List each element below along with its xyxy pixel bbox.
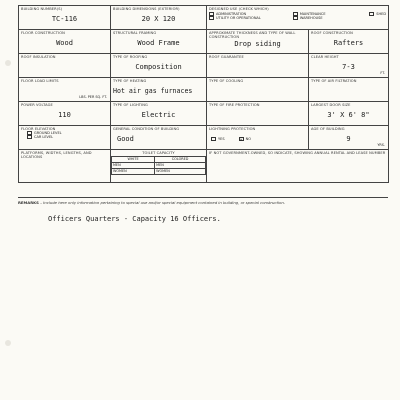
structural-framing-cell [111,30,207,54]
floor-load-unit: LBS. PER SQ. FT. [79,95,107,99]
checkbox-icon [209,16,214,20]
punch-hole [5,60,11,66]
lightning-label: LIGHTNING PROTECTION [209,127,256,131]
clear-height-label: CLEAR HEIGHT [311,55,339,59]
floor-construction-label: FLOOR CONSTRUCTION [21,31,65,35]
structural-framing-value: Wood Frame [137,39,180,48]
clear-height-value: 7-3 [342,63,355,72]
checkbox-label: ADMINISTRATION [216,12,247,17]
roof-construction-cell [309,30,389,54]
age-cell [309,126,389,150]
rental-label: IF NOT GOVERNMENT-OWNED, SO INDICATE, SHOWING ANNUAL RENTAL AND LEASE NUMBER [209,151,386,155]
lighting-value: Electric [141,111,176,120]
floor-elevation-cell [19,126,111,150]
toilet-women-white: WOMEN [112,169,155,175]
power-voltage-label: POWER VOLTAGE [21,103,53,107]
roof-guarantee-label: ROOF GUARANTEE [209,55,244,59]
toilet-capacity-label: TOILET CAPACITY [142,151,175,155]
roof-insulation-label: ROOF INSULATION [21,55,56,59]
remarks-label: REMARKS [18,200,39,205]
toilet-women-colored: WOMEN [155,169,206,175]
checkbox-label: YES [218,137,225,142]
condition-value: Good [117,135,134,144]
building-numbers-label: BUILDING NUMBER(S) [21,7,63,11]
heating-cell [111,78,207,102]
remarks-note: REMARKS – Include here only information pertaining to special use and/or special equipment contained in building, or special construction. [18,200,285,205]
checkbox-lightning-yes [211,137,225,141]
power-voltage-cell [19,102,111,126]
designed-use-label: DESIGNED USE (CHECK WHICH) [209,7,269,11]
platforms-cell [19,150,111,183]
checkbox-label: SHED [376,12,387,16]
checkbox-icon [293,16,298,20]
remarks-text: Officers Quarters - Capacity 16 Officers. [48,215,221,223]
door-size-value: 3' X 6' 8" [327,111,370,120]
roofing-value: Composition [135,63,182,72]
dimensions-value: 20 X 120 [141,15,176,24]
toilet-men-colored: MEN [155,163,206,169]
floor-construction-cell [19,30,111,54]
checkbox-label: MAINTENANCE [299,12,326,17]
designed-use-cell [207,6,389,30]
toilet-colored-header: COLORED [155,157,206,163]
roofing-cell [111,54,207,78]
form-grid [18,5,389,183]
lightning-cell [207,126,309,150]
condition-cell [111,126,207,150]
roofing-label: TYPE OF ROOFING [113,55,148,59]
clear-height-cell [309,54,389,78]
remarks-instructions: Include here only information pertaining to special use and/or special equipment contained in building, or special construction. [43,200,285,205]
roof-guarantee-cell [207,54,309,78]
door-size-label: LARGEST DOOR SIZE [311,103,351,107]
checkbox-warehouse [293,16,371,20]
age-unit: YRS. [377,143,386,147]
wall-construction-value: Drop siding [234,40,281,49]
age-label: AGE OF BUILDING [311,127,345,131]
fire-protection-label: TYPE OF FIRE PROTECTION [209,103,260,107]
checkbox-checked-icon [239,137,244,141]
checkbox-label: NO [245,137,251,142]
toilet-white-header: WHITE [112,157,155,163]
rental-cell [207,150,389,183]
structural-framing-label: STRUCTURAL FRAMING [113,31,157,35]
checkbox-label: CAR LEVEL [34,135,54,140]
floor-load-label: FLOOR LOAD LIMITS [21,79,59,83]
condition-label: GENERAL CONDITION OF BUILDING [113,127,180,131]
checkbox-icon [211,137,216,141]
age-value: 9 [346,135,351,144]
checkbox-label: GROUND LEVEL [34,131,62,136]
toilet-capacity-table [111,156,206,175]
roof-construction-label: ROOF CONSTRUCTION [311,31,353,35]
checkbox-lightning-no [239,137,251,141]
lighting-cell [111,102,207,126]
checkbox-icon [27,135,32,139]
floor-construction-value: Wood [56,39,73,48]
toilet-men-white: MEN [112,163,155,169]
toilet-capacity-cell [111,150,207,183]
clear-height-unit: FT. [380,71,386,75]
checkbox-label: WAREHOUSE [299,16,323,21]
cooling-label: TYPE OF COOLING [209,79,244,83]
heating-label: TYPE OF HEATING [113,79,147,83]
building-numbers-value: TC-116 [51,15,78,24]
air-filtration-cell [309,78,389,102]
roof-insulation-cell [19,54,111,78]
cooling-cell [207,78,309,102]
roof-construction-value: Rafters [333,39,364,48]
building-record-form [18,5,388,183]
platforms-label: PLATFORMS, WIDTHS, LENGTHS, AND LOCATIONS [21,151,92,160]
dimensions-label: BUILDING DIMENSIONS (EXTERIOR) [113,7,180,11]
checkbox-icon [369,12,374,16]
remarks-section [18,197,388,223]
heating-value: Hot air gas furnaces [113,87,193,96]
wall-construction-cell [207,30,309,54]
power-voltage-value: 110 [58,111,71,120]
checkbox-car-level [27,135,108,139]
fire-protection-cell [207,102,309,126]
checkbox-utility [209,16,287,20]
checkbox-label: UTILITY OR OPERATIONAL [216,16,261,21]
dimensions-cell [111,6,207,30]
lighting-label: TYPE OF LIGHTING [113,103,148,107]
floor-load-cell [19,78,111,102]
floor-elevation-label: FLOOR ELEVATION [21,127,56,131]
building-numbers-cell [19,6,111,30]
air-filtration-label: TYPE OF AIR FILTRATION [311,79,357,83]
wall-construction-label: APPROXIMATE THICKNESS AND TYPE OF WALL CONSTRUCTION [209,31,296,40]
door-size-cell [309,102,389,126]
punch-hole [5,340,11,346]
checkbox-shed [369,12,386,16]
